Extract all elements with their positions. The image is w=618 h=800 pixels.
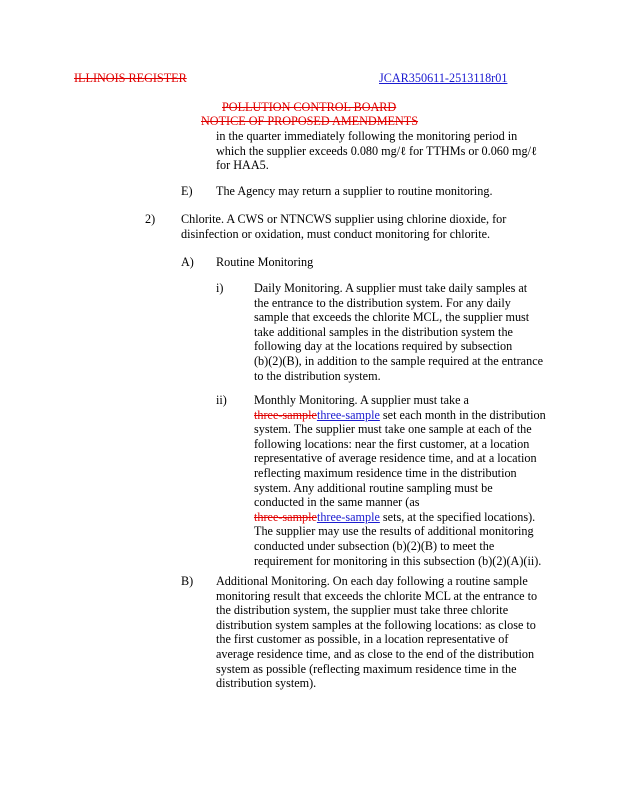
jcar-reference-link[interactable]: JCAR350611-2513118r01: [379, 71, 508, 85]
carryover-line: for HAA5.: [216, 158, 269, 173]
item-i-line: (b)(2)(B), in addition to the sample required at the entrance: [254, 353, 544, 368]
item-ii-line: reflecting maximum residence time in the distribution: [254, 465, 517, 480]
item-a-heading: [216, 255, 313, 270]
item-i-line: Daily Monitoring. A supplier must take daily samples at: [254, 281, 528, 295]
item-ii-text: sets, at the specified locations).: [379, 509, 536, 524]
item-ii-line: The supplier may use the results of additional monitoring: [254, 524, 534, 539]
item-ii-line: [254, 510, 546, 525]
item-2-text: [181, 212, 506, 241]
item-i-line: sample that exceeds the chlorite MCL, the supplier must: [254, 310, 530, 325]
item-ii-line: conducted in the same manner (as: [254, 495, 420, 510]
item-2-label: 2): [145, 212, 156, 226]
item-b-line: monitoring result that exceeds the chlorite MCL at the entrance to: [216, 588, 538, 603]
item-b-line: distribution system).: [216, 676, 317, 691]
deleted-text: three-sample: [254, 407, 317, 422]
item-i-paragraph: [254, 281, 543, 383]
deleted-text: three-sample: [254, 509, 317, 524]
item-ii-line: conducted under subsection (b)(2)(B) to meet the: [254, 538, 495, 553]
item-ii-line: system. Any additional routine sampling must be: [254, 480, 493, 495]
item-i-line: to the distribution system.: [254, 368, 381, 383]
item-i-line: take additional samples in the distribution system the: [254, 324, 513, 339]
item-ii-text: set each month in the distribution: [379, 407, 546, 422]
item-b-line: Additional Monitoring. On each day following a routine sample: [216, 574, 528, 588]
carryover-line: in the quarter immediately following the monitoring period in: [216, 129, 518, 143]
item-ii-line: following locations: near the first customer, at a location: [254, 436, 530, 451]
item-e-label: E): [181, 184, 193, 198]
item-i-line: following day at the locations required by subsection: [254, 339, 513, 354]
item-b-line: system as possible (reflecting maximum residence time in the: [216, 661, 517, 676]
item-b-paragraph: [216, 574, 537, 691]
item-b-line: the first customer as possible, in a location representative of: [216, 632, 509, 647]
inserted-text: three-sample: [316, 407, 380, 422]
item-ii-line: representative of average residence time, and at a location: [254, 451, 537, 466]
item-ii-line: requirement for monitoring in this subsection (b)(2)(A)(ii).: [254, 553, 542, 568]
item-a-line: Routine Monitoring: [216, 255, 314, 269]
item-b-label: B): [181, 574, 194, 588]
item-b-line: the distribution system, the supplier must take three chlorite: [216, 603, 509, 618]
board-title: POLLUTION CONTROL BOARD: [222, 100, 397, 114]
item-2-line: Chlorite. A CWS or NTNCWS supplier using chlorine dioxide, for: [181, 212, 507, 226]
item-i-line: the entrance to the distribution system. For any daily: [254, 295, 511, 310]
item-ii-line: Monthly Monitoring. A supplier must take a: [254, 393, 469, 407]
item-ii-paragraph: [254, 393, 546, 568]
item-e-text: [216, 184, 493, 199]
register-header-deleted: ILLINOIS REGISTER: [74, 71, 187, 85]
item-b-line: distribution system samples at the following locations: as close to: [216, 617, 536, 632]
carryover-line: which the supplier exceeds 0.080 mg/ℓ for TTHMs or 0.060 mg/ℓ: [216, 143, 537, 158]
inserted-text: three-sample: [316, 509, 380, 524]
item-e-line: The Agency may return a supplier to routine monitoring.: [216, 184, 493, 198]
item-b-line: average residence time, and as close to the end of the distribution: [216, 646, 535, 661]
item-ii-label: ii): [216, 393, 227, 407]
item-ii-line: system. The supplier must take one sample at each of the: [254, 422, 532, 437]
item-a-label: A): [181, 255, 194, 269]
item-2-line: disinfection or oxidation, must conduct monitoring for chlorite.: [181, 226, 491, 241]
carryover-paragraph: [216, 129, 537, 173]
item-ii-line: [254, 408, 546, 423]
item-i-label: i): [216, 281, 224, 295]
notice-title: NOTICE OF PROPOSED AMENDMENTS: [201, 114, 419, 128]
